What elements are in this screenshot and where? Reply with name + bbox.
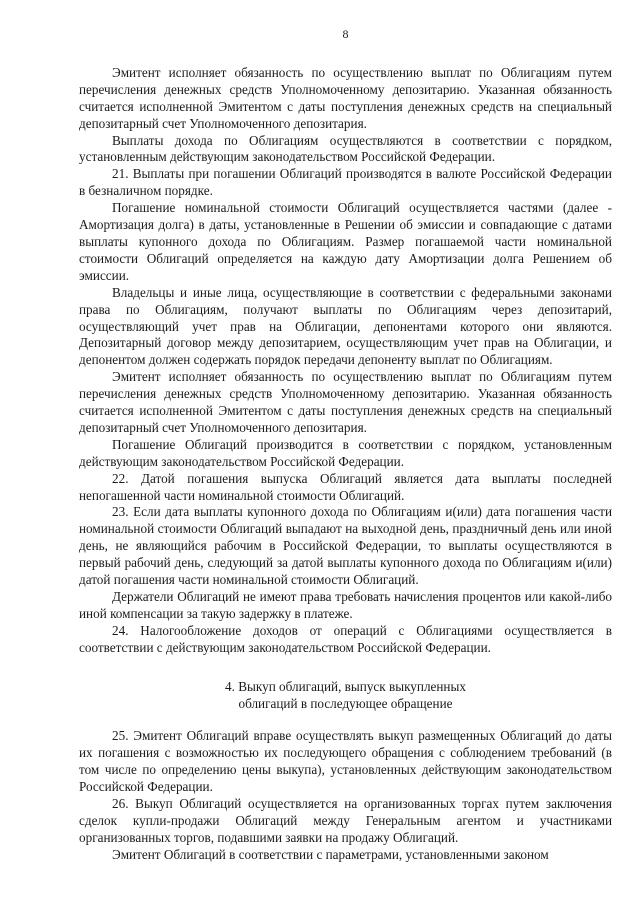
paragraph: Эмитент Облигаций в соответствии с параметрами, установленными законом	[112, 846, 549, 862]
section-heading-line: 4. Выкуп облигаций, выпуск выкупленных	[225, 678, 466, 694]
paragraph: Владельцы и иные лица, осуществляющие в соответствии с федеральными законами права по Облигациям, получают выплаты по Облигациям через депозитарий, осуществляющий учет прав на Облигации, депонентами которого они являются. Депозитарный договор между депозитарием, осуществляющим учет прав на Облигации, и депонентом должен содержать порядок передачи депоненту выплат по Облигациям.	[79, 284, 612, 368]
paragraph: Погашение Облигаций производится в соответствии с порядком, установленным действующим законодательством Российской Федерации.	[79, 436, 612, 469]
section-heading-line: облигаций в последующее обращение	[238, 695, 453, 711]
paragraph: 21. Выплаты при погашении Облигаций производятся в валюте Российской Федерации в безналичном порядке.	[79, 166, 612, 199]
paragraph: 22. Датой погашения выпуска Облигаций является дата выплаты последней непогашенной части номинальной стоимости Облигаций.	[79, 470, 612, 503]
section-heading	[79, 679, 612, 713]
paragraph: 25. Эмитент Облигаций вправе осуществлять выкуп размещенных Облигаций до даты их погашения с возможностью их последующего обращения с соблюдением требований (в том числе по определению цены выкупа), установленных действующим законодательством Российской Федерации.	[79, 728, 612, 795]
paragraph: Эмитент исполняет обязанность по осуществлению выплат по Облигациям путем перечисления денежных средств Уполномоченному депозитарию. Указанная обязанность считается исполненной Эмитентом с даты поступления денежных средств на специальный депозитарный счет Уполномоченного депозитария.	[79, 369, 612, 435]
paragraph: Держатели Облигаций не имеют права требовать начисления процентов или какой-либо иной компенсации за такую задержку в платеже.	[79, 589, 612, 621]
page-number: 8	[342, 27, 349, 41]
paragraph: 26. Выкуп Облигаций осуществляется на организованных торгах путем заключения сделок купли-продажи Облигаций между Генеральным агентом и участниками организованных торгов, подавшими заявки на продажу Облигаций.	[79, 796, 612, 845]
paragraph: Выплаты дохода по Облигациям осуществляются в соответствии с порядком, установленным действующим законодательством Российской Федерации.	[79, 132, 612, 165]
paragraph: Эмитент исполняет обязанность по осуществлению выплат по Облигациям путем перечисления денежных средств Уполномоченному депозитарию. Указанная обязанность считается исполненной Эмитентом с даты поступления денежных средств на специальный депозитарный счет Уполномоченного депозитария.	[79, 64, 612, 131]
paragraph: 24. Налогообложение доходов от операций с Облигациями осуществляется в соответствии с действующим законодательством Российской Федерации.	[79, 622, 612, 655]
paragraph: 23. Если дата выплаты купонного дохода по Облигациям и(или) дата погашения части номинальной стоимости Облигаций выпадают на выходной день, праздничный день или иной день, не являющийся рабочим в Российской Федерации, то выплаты осуществляются в первый рабочий день, следующий за датой выплаты купонного дохода по Облигациям и(или) датой погашения части номинальной стоимости Облигаций.	[79, 504, 612, 588]
paragraph: Погашение номинальной стоимости Облигаций осуществляется частями (далее - Амортизация долга) в даты, установленные в Решении об эмиссии и совпадающие с датами выплаты купонного дохода по Облигациям. Размер погашаемой части номинальной стоимости Облигаций определяется на каждую дату Амортизации долга Решением об эмиссии.	[79, 200, 612, 283]
